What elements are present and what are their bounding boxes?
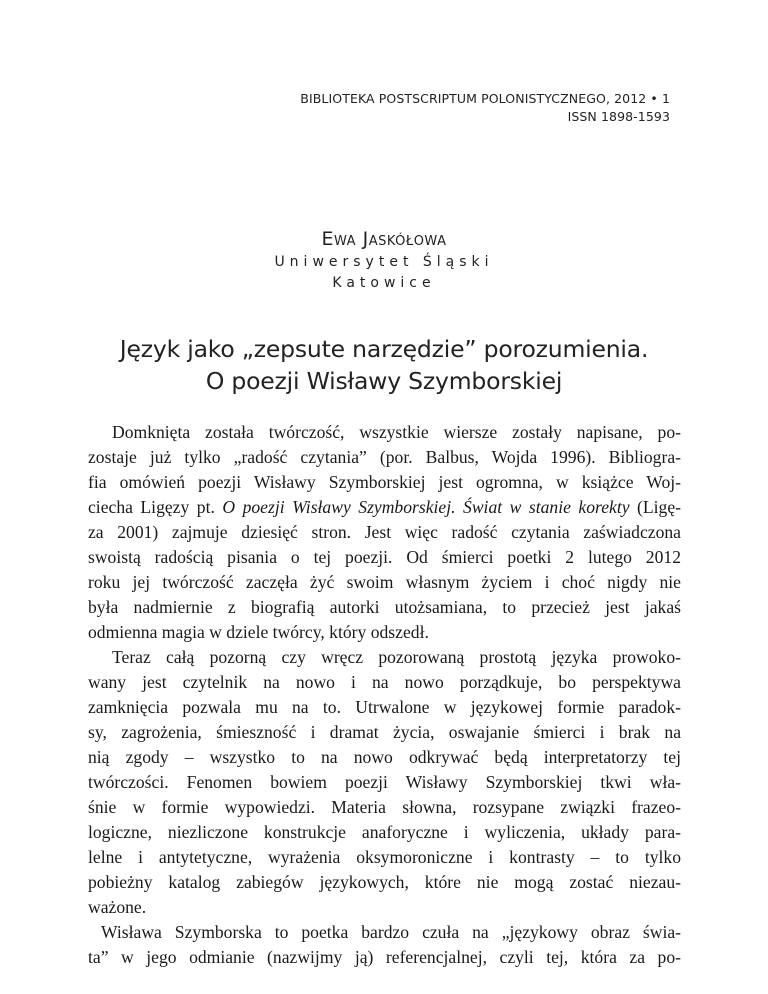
author-name: Ewa Jaskółowa bbox=[321, 228, 447, 250]
journal-issn: ISSN 1898-1593 bbox=[567, 109, 670, 124]
journal-series: BIBLIOTEKA POSTSCRIPTUM POLONISTYCZNEGO, 2012 • 1 bbox=[300, 91, 670, 106]
journal-header bbox=[300, 90, 670, 126]
body-line: logiczne, niezliczone konstrukcje anaforyczne i wyliczenia, układy para- bbox=[88, 822, 681, 842]
article-title-line-2: O poezji Wisławy Szymborskiej bbox=[205, 367, 563, 395]
body-line: lelne i antytetyczne, wyrażenia oksymoroniczne i kontrasty – to tylko bbox=[88, 847, 681, 867]
article-title bbox=[0, 333, 768, 397]
body-text-segment: (Ligę- bbox=[629, 497, 681, 517]
body-line: Teraz całą pozorną czy wręcz pozorowaną prostotą języka prowoko- bbox=[112, 647, 681, 667]
book-title: O poezji Wisławy Szymborskiej. Świat w stanie korekty bbox=[222, 497, 630, 517]
body-line: zamknięcia pozwala mu na to. Utrwalone w językowej formie paradok- bbox=[88, 697, 681, 717]
body-line: Wisława Szymborska to poetka bardzo czuła na „językowy obraz świa- bbox=[101, 922, 681, 942]
body-line: była nadmiernie z biografią autorki utożsamiana, to przecież jest jakaś bbox=[88, 597, 681, 617]
article-title-line-1: Język jako „zepsute narzędzie” porozumienia. bbox=[119, 335, 649, 363]
body-line: swoistą radością pisania o tej poezji. Od śmierci poetki 2 lutego 2012 bbox=[88, 547, 681, 567]
body-line: twórczości. Fenomen bowiem poezji Wisławy Szymborskiej tkwi wła- bbox=[88, 772, 681, 792]
body-line: zostaje już tylko „radość czytania” (por. Balbus, Wojda 1996). Bibliogra- bbox=[88, 447, 681, 467]
body-line-with-italic bbox=[88, 495, 681, 520]
author-city: Katowice bbox=[332, 275, 436, 291]
body-line: fia omówień poezji Wisławy Szymborskiej jest ogromna, w książce Woj- bbox=[88, 472, 681, 492]
author-university: Uniwersytet Śląski bbox=[274, 254, 494, 270]
body-line: pobieżny katalog zabiegów językowych, które nie mogą zostać niezau- bbox=[88, 872, 681, 892]
body-line: roku jej twórczość zaczęła żyć swoim własnym życiem i choć nigdy nie bbox=[88, 572, 681, 592]
body-line: ważone. bbox=[88, 897, 147, 917]
body-line: wany jest czytelnik na nowo i na nowo porządkuje, bo perspektywa bbox=[88, 672, 681, 692]
body-line: odmienna magia w dziele twórcy, który odszedł. bbox=[88, 622, 429, 642]
body-line: sy, zagrożenia, śmieszność i dramat życia, oswajanie śmierci i brak na bbox=[88, 722, 681, 742]
body-line: Domknięta została twórczość, wszystkie wiersze zostały napisane, po- bbox=[112, 422, 681, 442]
body-line: nią zgody – wszystko to na nowo odkrywać będą interpretatorzy tej bbox=[88, 747, 681, 767]
article-body bbox=[88, 420, 681, 970]
body-line: za 2001) zajmuje dziesięć stron. Jest więc radość czytania zaświadczona bbox=[88, 522, 681, 542]
body-line: śnie w formie wypowiedzi. Materia słowna, rozsypane związki frazeo- bbox=[88, 797, 681, 817]
body-line: ta” w jego odmianie (nazwijmy ją) referencjalnej, czyli tej, która za po- bbox=[88, 947, 681, 967]
author-block bbox=[0, 226, 768, 294]
body-text-segment: ciecha Ligęzy pt. bbox=[88, 497, 223, 517]
